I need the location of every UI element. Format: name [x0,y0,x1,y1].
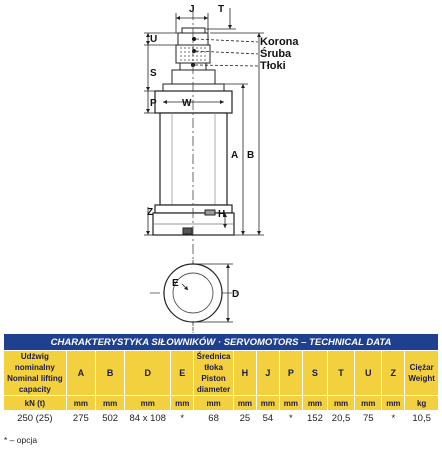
header-P: P [279,351,302,396]
cell-weight: 10,5 [405,411,439,427]
header-piston [194,351,234,396]
header-piston-pl: Średnica tłoka [196,352,231,372]
cell-E: * [171,411,194,427]
dim-label-J: J [189,4,195,15]
cell-piston: 68 [194,411,234,427]
cell-capacity: 250 (25) [4,411,67,427]
cell-A: 275 [66,411,95,427]
dim-label-A: A [231,150,239,161]
unit-cell: mm [279,396,302,411]
footnote: * – opcja [4,435,38,445]
dim-label-B: B [247,150,255,161]
header-T: T [327,351,354,396]
unit-cell: mm [256,396,279,411]
unit-cell: mm [302,396,327,411]
dim-label-W: W [182,98,192,109]
table-row [4,411,439,427]
table-units-row [4,396,439,411]
header-U: U [355,351,382,396]
unit-cell: mm [355,396,382,411]
cell-S: 152 [302,411,327,427]
dim-label-H: H [218,209,226,220]
unit-cell: mm [382,396,405,411]
unit-cell: mm [66,396,95,411]
cell-T: 20,5 [327,411,354,427]
header-S: S [302,351,327,396]
cell-B: 502 [95,411,124,427]
cell-H: 25 [233,411,256,427]
header-weight [405,351,439,396]
header-piston-en: Piston diameter [196,374,231,394]
unit-cell: mm [194,396,234,411]
base-plan-view [150,260,240,335]
cell-D: 84 x 108 [125,411,171,427]
unit-cell: mm [327,396,354,411]
header-capacity [4,351,67,396]
unit-cell: mm [171,396,194,411]
cell-J: 54 [256,411,279,427]
header-weight-pl: Ciężar [409,363,434,372]
header-capacity-pl: Udźwig nominalny [14,352,55,372]
tloki-collar [163,84,224,91]
dim-label-E: E [172,278,179,289]
unit-cell: mm [125,396,171,411]
dim-label-T: T [218,4,225,15]
cell-Z: * [382,411,405,427]
unit-weight: kg [405,396,439,411]
header-B: B [95,351,124,396]
dim-label-Z: Z [147,207,154,218]
unit-cell: mm [95,396,124,411]
unit-capacity: kN (t) [4,396,67,411]
dim-label-S: S [150,68,157,79]
technical-data-table [3,333,439,427]
table-header-row [4,351,439,396]
part-label-korona: Korona [260,36,299,48]
dim-label-D: D [232,289,240,300]
cell-P: * [279,411,302,427]
unit-cell: mm [233,396,256,411]
header-weight-en: Weight [408,374,435,383]
header-capacity-en: Nominal lifting capacity [7,374,63,394]
table-title: CHARAKTERYSTYKA SIŁOWNIKÓW · SERVOMOTORS – TECHNICAL DATA [4,334,439,351]
header-Z: Z [382,351,405,396]
header-J: J [256,351,279,396]
korona-top [182,28,205,33]
header-D: D [125,351,171,396]
tloki-upper [172,70,215,84]
header-A: A [66,351,95,396]
dim-label-U: U [150,34,158,45]
dim-label-P: P [150,98,157,109]
header-E: E [171,351,194,396]
part-label-sruba: Śruba [260,48,292,60]
header-H: H [233,351,256,396]
cell-U: 75 [355,411,382,427]
part-label-tloki: Tłoki [260,60,286,72]
